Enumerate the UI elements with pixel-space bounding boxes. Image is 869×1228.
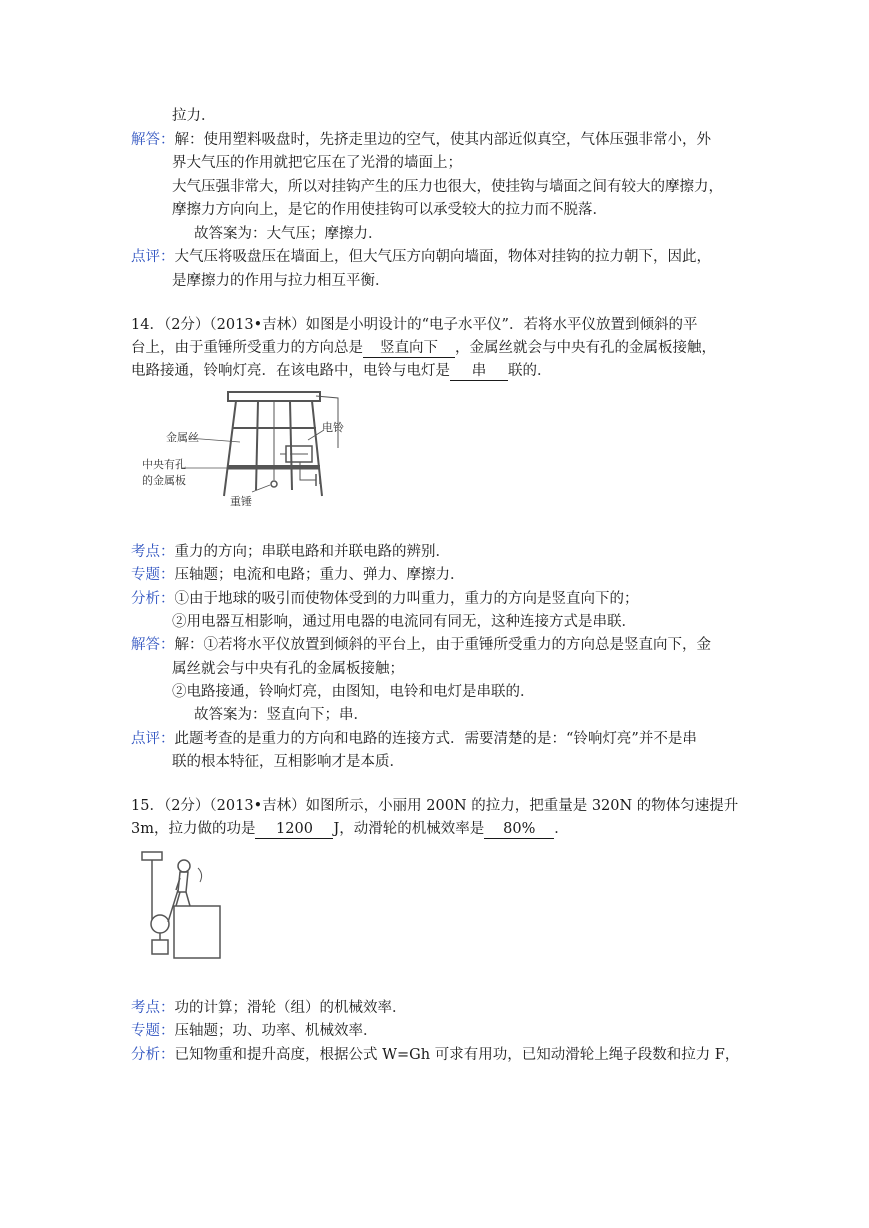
kaodian-text: 重力的方向；串联电路和并联电路的辨别． (174, 544, 450, 560)
zhuanti-text: 压轴题；电流和电路；重力、弹力、摩擦力． (174, 567, 465, 583)
pulley-figure (140, 850, 230, 962)
q14-blank-2: 串 (450, 362, 508, 381)
q14-jieda-3: ②电路接通，铃响灯亮，由图知，电铃和电灯是串联的． (172, 684, 535, 700)
q13-tail: 拉力． (172, 108, 216, 124)
q14-dianping-1 (131, 729, 697, 749)
q15-fenxi-1 (131, 1045, 739, 1065)
q15-blank-1: 1200 (255, 820, 333, 839)
fenxi-text: 已知物重和提升高度，根据公式 W=Gh 可求有用功，已知动滑轮上绳子段数和拉力 F， (174, 1047, 740, 1063)
answer-text: 解：使用塑料吸盘时，先挤走里边的空气，使其内部近似真空，气体压强非常小，外 (174, 132, 711, 148)
q13-comment-row-1 (131, 247, 711, 267)
figure-label-plate-1: 中央有孔 (142, 458, 186, 471)
q13-comment-row-2: 是摩擦力的作用与拉力相互平衡． (172, 273, 390, 289)
q14-kaodian (131, 542, 450, 562)
q15-zhuanti (131, 1021, 378, 1041)
fenxi-label: 分析： (131, 591, 175, 607)
q14-stem-text: 电路接通，铃响灯亮．在该电路中，电铃与电灯是 (131, 363, 450, 379)
q15-stem-1: 15．（2分）（2013•吉林）如图所示，小丽用 200N 的拉力，把重量是 320N 的物体匀速提升 (131, 798, 739, 814)
fenxi-text: ①由于地球的吸引而使物体受到的力叫重力，重力的方向是竖直向下的； (174, 591, 639, 607)
jieda-text: 解：①若将水平仪放置到倾斜的平台上，由于重锤所受重力的方向总是竖直向下，金 (174, 637, 711, 653)
q14-stem-2 (131, 338, 716, 358)
q14-stem-text: 联的． (508, 363, 552, 379)
q14-stem-3 (131, 361, 552, 381)
q13-answer-row-3: 大气压强非常大，所以对挂钩产生的压力也很大，使挂钩与墙面之间有较大的摩擦力， (172, 179, 723, 195)
fenxi-label: 分析： (131, 1047, 175, 1063)
dianping-label: 点评： (131, 731, 175, 747)
q14-jieda-4: 故答案为：竖直向下；串． (194, 707, 368, 723)
electronic-level-figure (140, 388, 360, 513)
q15-stem-text: J，动滑轮的机械效率是 (333, 821, 485, 837)
zhuanti-label: 专题： (131, 1023, 175, 1039)
comment-text: 大气压将吸盘压在墙面上，但大气压方向朝向墙面，物体对挂钩的拉力朝下，因此， (174, 249, 711, 265)
dianping-text: 此题考查的是重力的方向和电路的连接方式．需要清楚的是：“铃响灯亮”并不是串 (174, 731, 697, 747)
kaodian-label: 考点： (131, 544, 175, 560)
figure-label-wire: 金属丝 (166, 431, 199, 444)
q14-zhuanti (131, 565, 465, 585)
q15-blank-2: 80% (484, 820, 554, 839)
q14-fenxi-1 (131, 589, 639, 609)
q13-answer-row-4: 摩擦力方向向上，是它的作用使挂钩可以承受较大的拉力而不脱落． (172, 202, 607, 218)
kaodian-label: 考点： (131, 1000, 175, 1016)
q13-answer-row-5: 故答案为：大气压；摩擦力． (194, 226, 383, 242)
q15-stem-text: ． (554, 821, 569, 837)
kaodian-text: 功的计算；滑轮（组）的机械效率． (174, 1000, 407, 1016)
q14-stem-text: ，金属丝就会与中央有孔的金属板接触， (455, 340, 716, 356)
q14-stem-text: 台上，由于重锤所受重力的方向总是 (131, 340, 363, 356)
q13-answer-row-1 (131, 130, 711, 150)
jieda-label: 解答： (131, 637, 175, 653)
q14-jieda-1 (131, 635, 711, 655)
comment-label: 点评： (131, 249, 175, 265)
figure-label-weight: 重锤 (230, 495, 252, 508)
q14-stem-1: 14．（2分）（2013•吉林）如图是小明设计的“电子水平仪”．若将水平仪放置到倾斜的平 (131, 317, 698, 333)
q13-answer-row-2: 界大气压的作用就把它压在了光滑的墙面上； (172, 155, 462, 171)
q14-dianping-2: 联的根本特征，互相影响才是本质． (172, 754, 404, 770)
figure-label-plate-2: 的金属板 (142, 474, 186, 487)
q15-stem-2 (131, 819, 569, 839)
q15-kaodian (131, 998, 407, 1018)
q14-jieda-2: 属丝就会与中央有孔的金属板接触； (172, 661, 404, 677)
figure-label-bell: 电铃 (322, 421, 344, 434)
zhuanti-label: 专题： (131, 567, 175, 583)
zhuanti-text: 压轴题；功、功率、机械效率． (174, 1023, 378, 1039)
q14-blank-1: 竖直向下 (363, 339, 455, 358)
q15-stem-text: 3m，拉力做的功是 (131, 821, 256, 837)
answer-label: 解答： (131, 132, 175, 148)
q14-fenxi-2: ②用电器互相影响，通过用电器的电流同有同无，这种连接方式是串联． (172, 614, 636, 630)
